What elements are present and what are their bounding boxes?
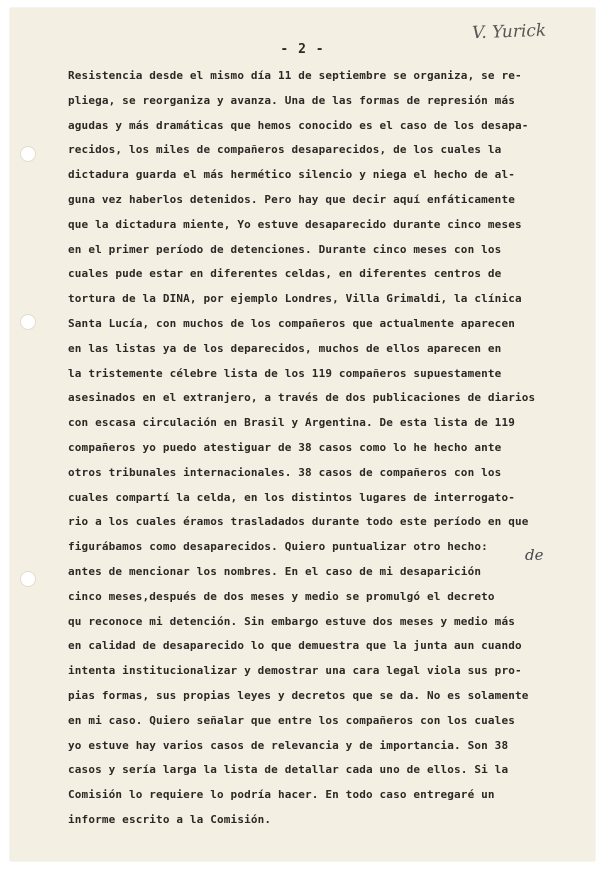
text-line: agudas y más dramáticas que hemos conocido es el caso de los desapa- — [68, 118, 529, 132]
text-line: recidos, los miles de compañeros desaparecidos, de los cuales la — [68, 143, 502, 157]
text-line: guna vez haberlos detenidos. Pero hay que decir aquí enfáticamente — [68, 192, 515, 206]
text-line: en mi caso. Quiero señalar que entre los compañeros con los cuales — [68, 713, 515, 727]
text-line: informe escrito a la Comisión. — [68, 812, 272, 826]
text-line: Resistencia desde el mismo día 11 de septiembre se organiza, se re- — [68, 69, 522, 82]
text-line: Comisión lo requiere lo podría hacer. En todo caso entregaré un — [68, 788, 495, 802]
punch-hole — [20, 146, 36, 162]
text-line: cinco meses,después de dos meses y medio se promulgó el decreto — [68, 589, 495, 603]
text-line: compañeros yo puedo atestiguar de 38 casos como lo he hecho ante — [68, 440, 502, 454]
text-line: asesinados en el extranjero, a través de dos publicaciones de diarios — [68, 391, 536, 405]
text-line: yo estuve hay varios casos de relevancia y de importancia. Son 38 — [68, 738, 509, 752]
text-line: en el primer período de detenciones. Durante cinco meses con los — [68, 242, 502, 256]
typewritten-body — [68, 64, 568, 833]
handwritten-insertion: de — [525, 546, 544, 564]
handwritten-signature: V. Yurick — [471, 20, 547, 44]
text-line: que la dictadura miente, Yo estuve desaparecido durante cinco meses — [68, 217, 522, 231]
page-number: - 2 - — [280, 42, 325, 57]
punch-hole — [20, 314, 36, 330]
text-line: casos y sería larga la lista de detallar cada uno de ellos. Si la — [68, 763, 509, 777]
text-line: antes de mencionar los nombres. En el caso de mi desaparición — [68, 564, 482, 578]
text-line: otros tribunales internacionales. 38 casos de compañeros con los — [68, 465, 502, 479]
document-page — [10, 8, 595, 861]
text-line: cuales pude estar en diferentes celdas, en diferentes centros de — [68, 267, 502, 281]
text-line: la tristemente célebre lista de los 119 compañeros supuestamente — [68, 366, 502, 380]
text-line: qu reconoce mi detención. Sin embargo estuve dos meses y medio más — [68, 614, 515, 628]
text-line: en calidad de desaparecido lo que demuestra que la junta aun cuando — [68, 639, 522, 653]
text-line: figurábamos como desaparecidos. Quiero puntualizar otro hecho: — [68, 540, 488, 554]
text-line: tortura de la DINA, por ejemplo Londres, Villa Grimaldi, la clínica — [68, 292, 522, 306]
text-line: pias formas, sus propias leyes y decretos que se da. No es solamente — [68, 688, 529, 702]
text-line: dictadura guarda el más hermético silencio y niega el hecho de al- — [68, 168, 515, 182]
text-line: rio a los cuales éramos trasladados durante todo este período en que — [68, 515, 529, 529]
text-line: Santa Lucía, con muchos de los compañeros que actualmente aparecen — [68, 316, 515, 330]
punch-hole — [20, 571, 36, 587]
text-line: con escasa circulación en Brasil y Argentina. De esta lista de 119 — [68, 416, 515, 430]
text-line: pliega, se reorganiza y avanza. Una de las formas de represión más — [68, 93, 515, 107]
text-line: cuales compartí la celda, en los distintos lugares de interrogato- — [68, 490, 515, 504]
text-line: en las listas ya de los deparecidos, muchos de ellos aparecen en — [68, 341, 502, 355]
text-line: intenta institucionalizar y demostrar una cara legal viola sus pro- — [68, 664, 522, 678]
